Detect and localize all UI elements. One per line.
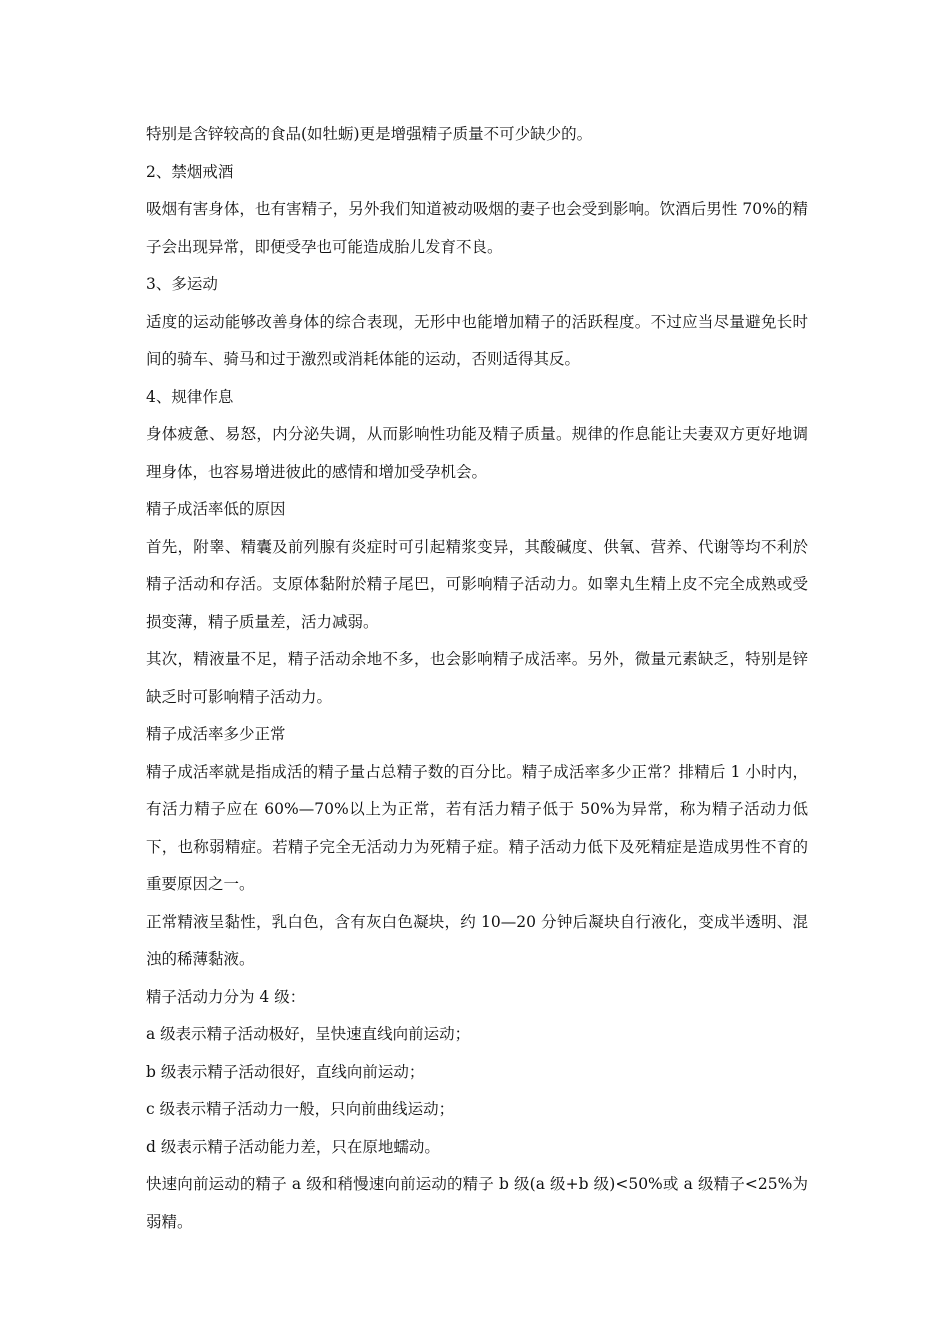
paragraph-causes-second: 其次，精液量不足，精子活动余地不多，也会影响精子成活率。另外，微量元素缺乏，特别是锌缺乏时可影响精子活动力。: [146, 650, 808, 706]
paragraph-regular-schedule: 身体疲惫、易怒，内分泌失调，从而影响性功能及精子质量。规律的作息能让夫妻双方更好地调理身体，也容易增进彼此的感情和增加受孕机会。: [146, 425, 808, 481]
list-item-grade-a: a 级表示精子活动极好，呈快速直线向前运动；: [146, 1025, 471, 1043]
paragraph-survival-rate-definition: 精子成活率就是指成活的精子量占总精子数的百分比。精子成活率多少正常？排精后 1 小时内，有活力精子应在 60%—70%以上为正常，若有活力精子低于 50%为异常，称为精子活动力低下，也称弱精症。若精子完全无活动力为死精子症。精子活动力低下及死精症是造成男性不育的重要原因之一。: [146, 762, 808, 893]
heading-quit-smoking-drinking: 2、禁烟戒酒: [146, 162, 234, 181]
document-page: [146, 116, 808, 1241]
paragraph-exercise: 适度的运动能够改善身体的综合表现，无形中也能增加精子的活跃程度。不过应当尽量避免长时间的骑车、骑马和过于激烈或消耗体能的运动，否则适得其反。: [146, 312, 808, 368]
list-item-grade-b: b 级表示精子活动很好，直线向前运动；: [146, 1062, 425, 1081]
paragraph-zinc-foods: 特别是含锌较高的食品(如牡蛎)更是增强精子质量不可少缺少的。: [146, 125, 593, 143]
heading-low-survival-causes: 精子成活率低的原因: [146, 500, 286, 518]
paragraph-causes-first: 首先，附睾、精囊及前列腺有炎症时可引起精浆变异，其酸碱度、供氧、营养、代谢等均不利於精子活动和存活。支原体黏附於精子尾巴，可影响精子活动力。如睾丸生精上皮不完全成熟或受损变薄，精子质量差，活力减弱。: [146, 537, 808, 631]
heading-regular-schedule: 4、规律作息: [146, 387, 234, 406]
heading-normal-survival-rate: 精子成活率多少正常: [146, 725, 286, 743]
paragraph-normal-semen: 正常精液呈黏性，乳白色，含有灰白色凝块，约 10—20 分钟后凝块自行液化，变成半透明、混浊的稀薄黏液。: [146, 912, 808, 968]
paragraph-motility-grades-intro: 精子活动力分为 4 级：: [146, 987, 306, 1006]
list-item-grade-c: c 级表示精子活动力一般，只向前曲线运动；: [146, 1100, 455, 1118]
list-item-grade-d: d 级表示精子活动能力差，只在原地蠕动。: [146, 1137, 440, 1156]
paragraph-asthenospermia-criteria: 快速向前运动的精子 a 级和稍慢速向前运动的精子 b 级(a 级+b 级)<50%或 a 级精子<25%为弱精。: [146, 1175, 808, 1231]
heading-exercise: 3、多运动: [146, 275, 218, 293]
paragraph-smoking-drinking: 吸烟有害身体，也有害精子，另外我们知道被动吸烟的妻子也会受到影响。饮酒后男性 70%的精子会出现异常，即便受孕也可能造成胎儿发育不良。: [146, 200, 808, 256]
